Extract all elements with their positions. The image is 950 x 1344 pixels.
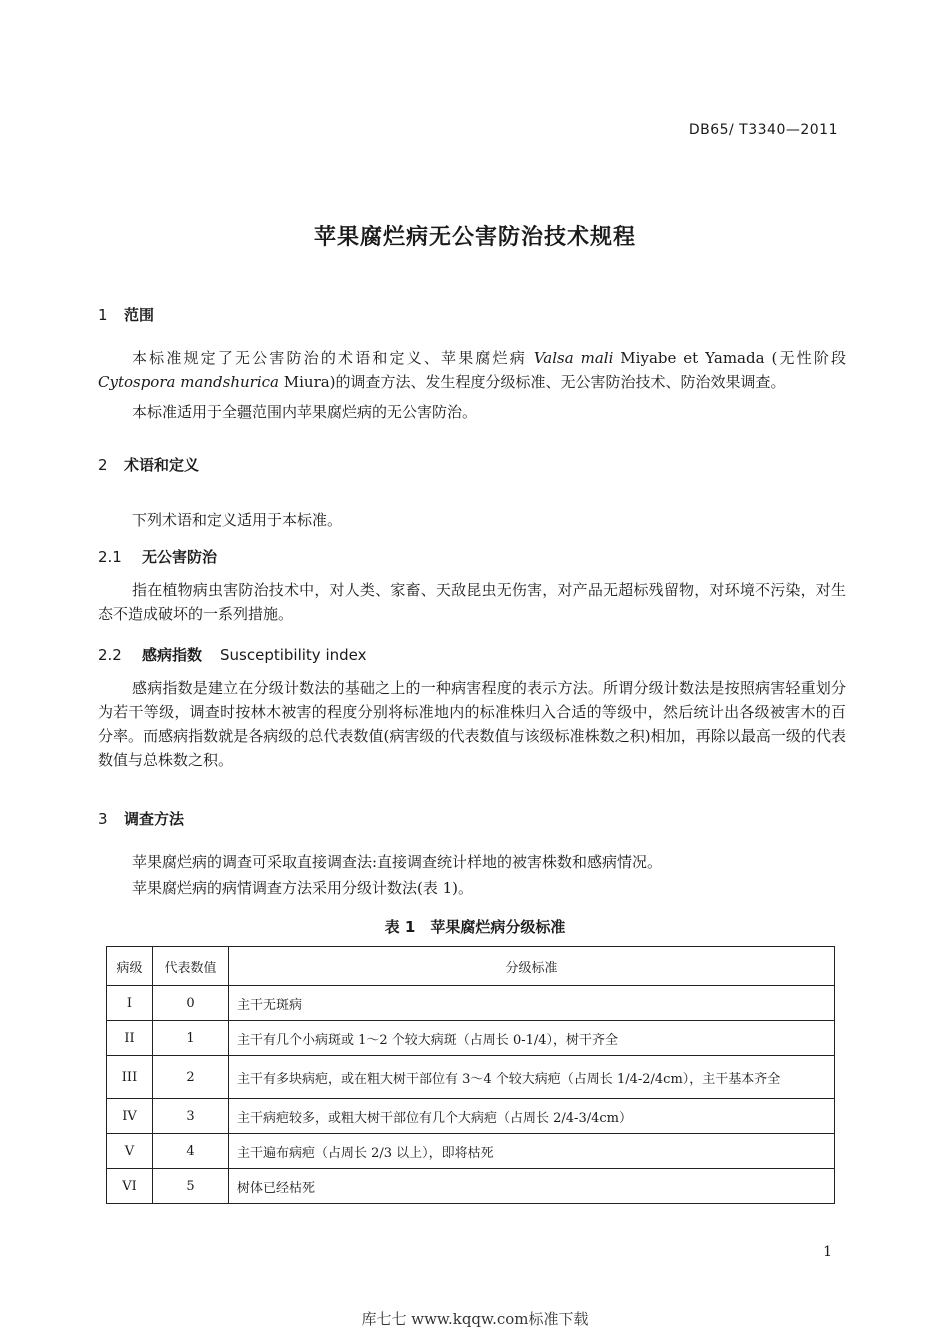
section-2-1-heading (98, 546, 217, 567)
table-row (107, 1134, 835, 1169)
section-2-1-title: 无公害防治 (142, 548, 218, 566)
cell-grade: IV (107, 1099, 153, 1134)
section-1-title: 范围 (124, 306, 155, 324)
cell-criteria: 树体已经枯死 (229, 1169, 835, 1204)
section-2-paragraph: 下列术语和定义适用于本标准。 (132, 511, 343, 529)
table-header-row (107, 947, 835, 986)
section-1-number: 1 (98, 306, 108, 324)
table-row (107, 1169, 835, 1204)
section-2-1-text: 指在植物病虫害防治技术中，对人类、家畜、天敌昆虫无伤害，对产品无超标残留物，对环境不污染，对生态不造成破坏的一系列措施。 (98, 581, 846, 623)
cell-grade: II (107, 1021, 153, 1056)
document-title: 苹果腐烂病无公害防治技术规程 (313, 225, 636, 250)
p1-italic-2: Cytospora mandshurica (98, 373, 279, 391)
section-3-paragraph-2: 苹果腐烂病的病情调查方法采用分级计数法(表 1)。 (132, 879, 474, 897)
cell-criteria: 主干有多块病疤，或在粗大树干部位有 3～4 个较大病疤（占周长 1/4-2/4cm），主干基本齐全 (229, 1056, 835, 1099)
page-number: 1 (823, 1244, 832, 1260)
cell-value: 1 (153, 1021, 229, 1056)
section-2-heading (98, 454, 199, 475)
p1-text-a: 本标准规定了无公害防治的术语和定义、苹果腐烂病 (132, 349, 534, 367)
section-3-heading (98, 808, 184, 829)
section-2-2-number: 2.2 (98, 646, 122, 664)
cell-criteria: 主干遍布病疤（占周长 2/3 以上），即将枯死 (229, 1134, 835, 1169)
table-row (107, 1099, 835, 1134)
cell-value: 4 (153, 1134, 229, 1169)
p1-italic-1: Valsa mali (533, 349, 614, 367)
document-code: DB65/ T3340—2011 (688, 122, 838, 138)
header-criteria: 分级标准 (229, 947, 835, 986)
section-1-heading (98, 304, 154, 325)
table-row (107, 1056, 835, 1099)
section-2-number: 2 (98, 456, 108, 474)
cell-grade: III (107, 1056, 153, 1099)
header-grade: 病级 (107, 947, 153, 986)
cell-grade: I (107, 986, 153, 1021)
section-2-title: 术语和定义 (124, 456, 200, 474)
p1-text-c: Miura)的调查方法、发生程度分级标准、无公害防治技术、防治效果调查。 (278, 373, 786, 391)
cell-criteria: 主干无斑病 (229, 986, 835, 1021)
table-caption: 表 1 苹果腐烂病分级标准 (384, 918, 566, 936)
cell-grade: VI (107, 1169, 153, 1204)
section-2-2-title: 感病指数 (142, 646, 203, 664)
header-value: 代表数值 (153, 947, 229, 986)
section-3-number: 3 (98, 810, 108, 828)
section-2-1-number: 2.1 (98, 548, 122, 566)
cell-criteria: 主干有几个小病斑或 1～2 个较大病斑（占周长 0-1/4），树干齐全 (229, 1021, 835, 1056)
section-2-2-heading (98, 644, 367, 665)
section-3-paragraph-1: 苹果腐烂病的调查可采取直接调查法:直接调查统计样地的被害株数和感病情况。 (132, 853, 663, 871)
table-row (107, 1021, 835, 1056)
section-2-2-text: 感病指数是建立在分级计数法的基础之上的一种病害程度的表示方法。所谓分级计数法是按照病害轻重划分为若干等级，调查时按林木被害的程度分别将标准地内的标准株归入合适的等级中，然后统计出各级被害木的百分率。而感病指数就是各病级的总代表数值(病害级的代表数值与该级标准株数之积)相加，再除以最高一级的代表数值与总株数之积。 (98, 679, 846, 769)
section-1-paragraph-2: 本标准适用于全疆范围内苹果腐烂病的无公害防治。 (132, 403, 478, 421)
watermark-footer: 库七七 www.kqqw.com标准下载 (361, 1310, 589, 1328)
section-3-title: 调查方法 (124, 810, 185, 828)
cell-value: 3 (153, 1099, 229, 1134)
cell-criteria: 主干病疤较多，或粗大树干部位有几个大病疤（占周长 2/4-3/4cm） (229, 1099, 835, 1134)
table-row (107, 986, 835, 1021)
cell-value: 0 (153, 986, 229, 1021)
grade-table (106, 946, 835, 1204)
section-1-paragraph-1 (98, 346, 846, 394)
cell-value: 5 (153, 1169, 229, 1204)
cell-value: 2 (153, 1056, 229, 1099)
section-2-2-english: Susceptibility index (220, 646, 367, 664)
cell-grade: V (107, 1134, 153, 1169)
p1-text-b: Miyabe et Yamada (无性阶段 (613, 349, 846, 367)
